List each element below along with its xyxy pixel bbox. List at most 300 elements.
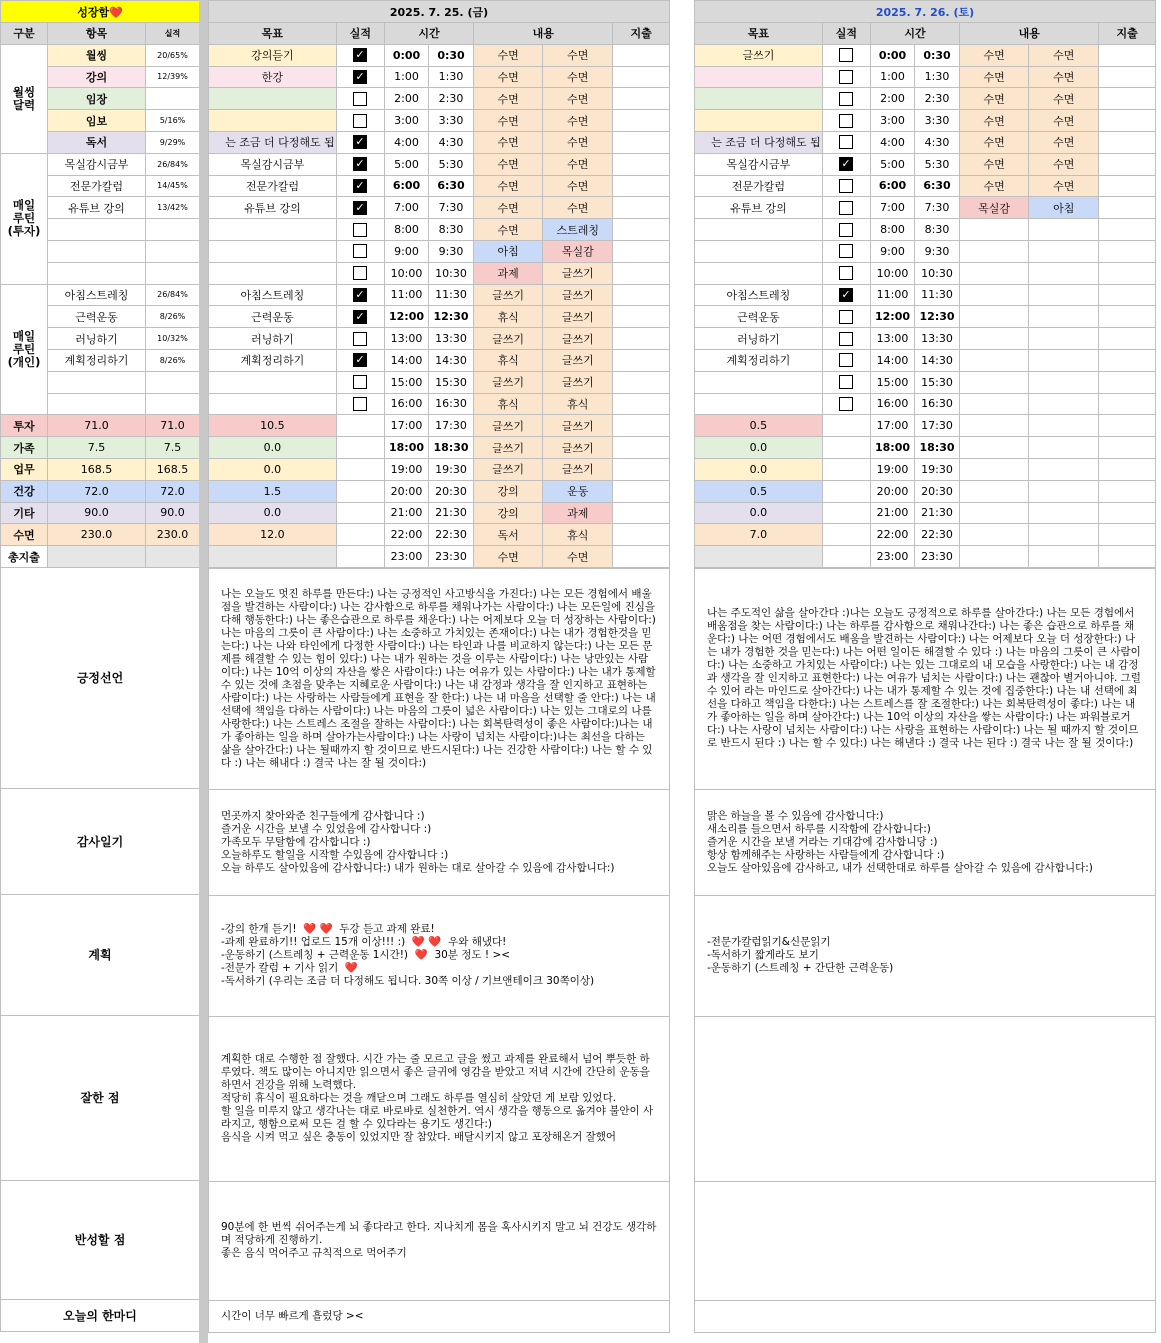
check-cell[interactable] <box>336 197 384 219</box>
goal-cell[interactable]: 글쓰기 <box>695 44 823 66</box>
check-cell[interactable] <box>822 328 870 350</box>
checkbox-icon[interactable] <box>353 288 367 302</box>
activity-cell[interactable]: 글쓰기 <box>474 284 543 306</box>
goal-cell[interactable]: 목실감시금부 <box>209 153 337 175</box>
expense-cell[interactable] <box>613 219 670 241</box>
activity-cell[interactable]: 휴식 <box>543 524 613 546</box>
check-cell[interactable] <box>336 110 384 132</box>
checkbox-icon[interactable] <box>353 375 367 389</box>
expense-cell[interactable] <box>613 524 670 546</box>
activity-cell[interactable]: 강의 <box>474 502 543 524</box>
checkbox-icon[interactable] <box>353 114 367 128</box>
checkbox-icon[interactable] <box>839 201 853 215</box>
checkbox-icon[interactable] <box>839 135 853 149</box>
activity-cell[interactable]: 수면 <box>543 131 613 153</box>
goal-cell[interactable]: 목실감시금부 <box>695 153 823 175</box>
activity-cell[interactable] <box>960 393 1029 415</box>
expense-cell[interactable] <box>613 153 670 175</box>
check-cell[interactable] <box>336 546 384 568</box>
checkbox-icon[interactable] <box>839 353 853 367</box>
checkbox-icon[interactable] <box>839 92 853 106</box>
goal-cell[interactable] <box>209 546 337 568</box>
activity-cell[interactable]: 수면 <box>474 131 543 153</box>
expense-cell[interactable] <box>613 415 670 437</box>
expense-cell[interactable] <box>1099 437 1156 459</box>
check-cell[interactable] <box>336 458 384 480</box>
goal-cell[interactable]: 1.5 <box>209 480 337 502</box>
time-half: 21:30 <box>915 502 960 524</box>
goal-cell[interactable]: 12.0 <box>209 524 337 546</box>
activity-cell[interactable] <box>1029 284 1099 306</box>
expense-cell[interactable] <box>613 546 670 568</box>
summary-item-name <box>48 262 146 284</box>
checkbox-icon[interactable] <box>353 223 367 237</box>
activity-cell[interactable] <box>1029 437 1099 459</box>
check-cell[interactable] <box>822 415 870 437</box>
checkbox-icon[interactable] <box>353 157 367 171</box>
check-cell[interactable] <box>822 306 870 328</box>
checkbox-icon[interactable] <box>839 244 853 258</box>
checkbox-icon[interactable] <box>353 201 367 215</box>
activity-cell[interactable]: 수면 <box>474 175 543 197</box>
goal-cell[interactable] <box>695 240 823 262</box>
checkbox-icon[interactable] <box>839 332 853 346</box>
time-half: 2:30 <box>429 88 474 110</box>
check-cell[interactable] <box>822 219 870 241</box>
goal-cell[interactable]: 아침스트레칭 <box>209 284 337 306</box>
activity-cell[interactable] <box>1029 480 1099 502</box>
activity-cell[interactable] <box>1029 306 1099 328</box>
activity-cell[interactable]: 수면 <box>960 44 1029 66</box>
expense-cell[interactable] <box>613 110 670 132</box>
goal-cell[interactable]: 0.0 <box>209 502 337 524</box>
checkbox-icon[interactable] <box>839 223 853 237</box>
activity-cell[interactable]: 수면 <box>543 66 613 88</box>
expense-cell[interactable] <box>1099 175 1156 197</box>
activity-cell[interactable] <box>960 524 1029 546</box>
check-cell[interactable] <box>336 153 384 175</box>
activity-cell[interactable]: 글쓰기 <box>543 262 613 284</box>
activity-cell[interactable]: 수면 <box>960 175 1029 197</box>
goal-cell[interactable] <box>209 371 337 393</box>
activity-cell[interactable] <box>1029 502 1099 524</box>
check-cell[interactable] <box>822 175 870 197</box>
expense-cell[interactable] <box>1099 306 1156 328</box>
activity-cell[interactable]: 과제 <box>543 502 613 524</box>
check-cell[interactable] <box>336 437 384 459</box>
activity-cell[interactable] <box>960 219 1029 241</box>
activity-cell[interactable]: 수면 <box>1029 44 1099 66</box>
plan-text[interactable]: -전문가칼럼읽기&신문읽기 -독서하기 짧게라도 보기 -운동하기 (스트레칭 + 간단한 근력운동) <box>695 895 1156 1016</box>
activity-cell[interactable]: 강의 <box>474 480 543 502</box>
check-cell[interactable] <box>336 502 384 524</box>
checkbox-icon[interactable] <box>839 310 853 324</box>
check-cell[interactable] <box>822 393 870 415</box>
affirm-text[interactable]: 나는 주도적인 삶을 살아간다 :)나는 오늘도 긍정적으로 하루를 살아간다:) 나는 모든 경험에서 배움점을 찾는 사람이다:) 나는 하루를 감사함으로 채워나간다:) 나는 좋은 습관으로 하루를 채운다:) 나는 어떤 경험에서도 배움을 발견하는 사람이다:) 나는 어제보다 오늘 더 성장한다:) 나는 내가 경험한 것을 믿는다:) 나는 어떤 일이든 해결할 수 있다 :) 나는 마음의 그릇이 큰 사람이다:) 나는 소중하고 가치있는 사람이다:) 나는 있는 그대로의 내 모습을 사랑한다:) 나는 내 감정과 생각을 잘 인지하고 표현한다:) 나는 여유가 넘치는 사람이다:) 나는 괜찮아 별거아니야. 그럴 수 있어 라는 마인드로 살아간다:) 나는 내가 통제할 수 있는 것에 집중한다:) 나는 내 선택에 최선을 다하고 책임을 다한다:) 나는 스트레스를 잘 조절한다:) 나는 회복탄력성이 좋다:) 나는 내가 좋아하는 일을 하며 살아간다:) 나는 10억 이상의 자산을 쌓는 사람이다:) 나는 파워블로거다:) 나는 사랑이 넘치는 사람이다:) 나는 사랑을 표현하는 사람이다:) 나는 될 때까지 할 것이므로 반드시 된다 :) 나는 할 수 있다:) 나는 해낸다 :) 결국 나는 된다 :) 결국 나는 잘 될 것이다:) <box>695 568 1156 789</box>
check-cell[interactable] <box>336 349 384 371</box>
check-cell[interactable] <box>336 284 384 306</box>
activity-cell[interactable] <box>960 546 1029 568</box>
expense-cell[interactable] <box>1099 240 1156 262</box>
expense-cell[interactable] <box>613 393 670 415</box>
summary-item-name: 임장 <box>48 88 146 110</box>
check-cell[interactable] <box>822 262 870 284</box>
time-half: 0:30 <box>915 44 960 66</box>
goal-cell[interactable] <box>209 110 337 132</box>
activity-cell[interactable] <box>1029 546 1099 568</box>
expense-cell[interactable] <box>613 328 670 350</box>
activity-cell[interactable]: 아침 <box>1029 197 1099 219</box>
expense-cell[interactable] <box>613 458 670 480</box>
goal-cell[interactable]: 유튜브 강의 <box>695 197 823 219</box>
expense-cell[interactable] <box>613 131 670 153</box>
activity-cell[interactable]: 수면 <box>474 110 543 132</box>
checkbox-icon[interactable] <box>353 70 367 84</box>
activity-cell[interactable]: 글쓰기 <box>543 415 613 437</box>
activity-cell[interactable]: 글쓰기 <box>543 328 613 350</box>
goal-cell[interactable]: 강의듣기 <box>209 44 337 66</box>
check-cell[interactable] <box>336 262 384 284</box>
total-value-b: 230.0 <box>146 524 200 546</box>
goal-cell[interactable] <box>209 88 337 110</box>
time-half: 1:30 <box>429 66 474 88</box>
activity-cell[interactable] <box>1029 262 1099 284</box>
activity-cell[interactable]: 수면 <box>960 88 1029 110</box>
activity-cell[interactable]: 수면 <box>474 88 543 110</box>
check-cell[interactable] <box>336 524 384 546</box>
activity-cell[interactable]: 글쓰기 <box>474 328 543 350</box>
activity-cell[interactable] <box>960 458 1029 480</box>
goal-cell[interactable]: 계획정리하기 <box>209 349 337 371</box>
expense-cell[interactable] <box>613 44 670 66</box>
activity-cell[interactable]: 아침 <box>474 240 543 262</box>
activity-cell[interactable]: 목실감 <box>543 240 613 262</box>
activity-cell[interactable]: 수면 <box>474 44 543 66</box>
expense-cell[interactable] <box>1099 262 1156 284</box>
goal-cell[interactable]: 전문가칼럼 <box>695 175 823 197</box>
check-cell[interactable] <box>336 415 384 437</box>
check-cell[interactable] <box>336 66 384 88</box>
checkbox-icon[interactable] <box>839 114 853 128</box>
checkbox-icon[interactable] <box>839 375 853 389</box>
activity-cell[interactable]: 목실감 <box>960 197 1029 219</box>
goal-cell[interactable] <box>209 262 337 284</box>
activity-cell[interactable]: 글쓰기 <box>474 415 543 437</box>
goal-cell[interactable]: 0.0 <box>695 458 823 480</box>
activity-cell[interactable]: 수면 <box>960 66 1029 88</box>
checkbox-icon[interactable] <box>353 179 367 193</box>
expense-cell[interactable] <box>1099 110 1156 132</box>
activity-cell[interactable] <box>960 240 1029 262</box>
checkbox-icon[interactable] <box>353 332 367 346</box>
activity-cell[interactable] <box>960 437 1029 459</box>
check-cell[interactable] <box>336 131 384 153</box>
expense-cell[interactable] <box>1099 480 1156 502</box>
expense-cell[interactable] <box>1099 524 1156 546</box>
activity-cell[interactable]: 수면 <box>543 44 613 66</box>
activity-cell[interactable]: 수면 <box>1029 66 1099 88</box>
activity-cell[interactable]: 휴식 <box>474 306 543 328</box>
expense-cell[interactable] <box>613 66 670 88</box>
time-start: 2:00 <box>385 88 429 110</box>
expense-cell[interactable] <box>1099 88 1156 110</box>
activity-cell[interactable]: 휴식 <box>474 393 543 415</box>
activity-cell[interactable]: 수면 <box>960 131 1029 153</box>
activity-cell[interactable]: 운동 <box>543 480 613 502</box>
activity-cell[interactable]: 수면 <box>960 110 1029 132</box>
oneword-text[interactable]: 시간이 너무 빠르게 흘렀당 >< <box>209 1300 670 1332</box>
summary-item-value: 14/45% <box>146 175 200 197</box>
check-cell[interactable] <box>822 371 870 393</box>
checkbox-icon[interactable] <box>353 48 367 62</box>
activity-cell[interactable]: 글쓰기 <box>543 284 613 306</box>
expense-cell[interactable] <box>1099 371 1156 393</box>
expense-cell[interactable] <box>1099 349 1156 371</box>
checkbox-icon[interactable] <box>353 353 367 367</box>
goal-cell[interactable]: 근력운동 <box>209 306 337 328</box>
activity-cell[interactable]: 글쓰기 <box>543 306 613 328</box>
activity-cell[interactable]: 수면 <box>474 153 543 175</box>
check-cell[interactable] <box>336 219 384 241</box>
activity-cell[interactable] <box>1029 524 1099 546</box>
check-cell[interactable] <box>822 546 870 568</box>
goal-cell[interactable]: 0.5 <box>695 480 823 502</box>
goal-cell[interactable] <box>695 393 823 415</box>
activity-cell[interactable] <box>960 349 1029 371</box>
check-cell[interactable] <box>336 88 384 110</box>
summary-item-value: 26/84% <box>146 153 200 175</box>
checkbox-icon[interactable] <box>353 397 367 411</box>
activity-cell[interactable] <box>960 306 1029 328</box>
goal-cell[interactable]: 아침스트레칭 <box>695 284 823 306</box>
good-text[interactable] <box>695 1016 1156 1181</box>
activity-cell[interactable]: 과제 <box>474 262 543 284</box>
goal-cell[interactable]: 7.0 <box>695 524 823 546</box>
goal-cell[interactable]: 러닝하기 <box>695 328 823 350</box>
activity-cell[interactable]: 글쓰기 <box>543 371 613 393</box>
check-cell[interactable] <box>822 284 870 306</box>
thanks-text[interactable]: 먼곳까지 찾아와준 친구들에게 감사합니다 :) 즐거운 시간을 보낼 수 있었음에 감사합니다 :) 가족모두 무탈함에 감사합니다 :) 오늘하루도 할일을 시작할 수있음에 감사합니다 :) 오늘 하루도 살아있음에 감사합니다:) 내가 원하는 대로 살아갈 수 있음에 감사합니다:) <box>209 789 670 895</box>
check-cell[interactable] <box>822 88 870 110</box>
activity-cell[interactable] <box>960 328 1029 350</box>
activity-cell[interactable]: 글쓰기 <box>543 458 613 480</box>
goal-cell[interactable]: 한강 <box>209 66 337 88</box>
checkbox-icon[interactable] <box>839 397 853 411</box>
oneword-text[interactable] <box>695 1300 1156 1332</box>
expense-cell[interactable] <box>613 480 670 502</box>
time-half: 12:30 <box>915 306 960 328</box>
activity-cell[interactable] <box>1029 240 1099 262</box>
activity-cell[interactable] <box>960 480 1029 502</box>
activity-cell[interactable]: 수면 <box>474 546 543 568</box>
expense-cell[interactable] <box>613 502 670 524</box>
goal-cell[interactable]: 는 조금 더 다정해도 됩 <box>695 131 823 153</box>
check-cell[interactable] <box>822 66 870 88</box>
goal-cell[interactable]: 10.5 <box>209 415 337 437</box>
expense-cell[interactable] <box>1099 219 1156 241</box>
activity-cell[interactable] <box>1029 349 1099 371</box>
activity-cell[interactable]: 수면 <box>543 175 613 197</box>
good-text[interactable]: 계획한 대로 수행한 점 잘했다. 시간 가는 줄 모르고 글을 썼고 과제를 완료해서 넘어 뿌듯한 하루였다. 책도 많이는 아니지만 읽으면서 좋은 글귀에 영감을 받았고 저녁 시간에 간단히 운동을 하면서 건강을 위해 노력했다. 적당히 휴식이 필요하다는 것을 깨닫으며 그래도 하루를 열심히 살았던 게 보람 있었다. 할 일을 미루지 않고 생각나는 대로 바로바로 실천한거. 역시 생각을 행동으로 옮겨야 불안이 사라지고, 행함으로써 모든 걸 할 수 있다라는 용기도 생긴다:) 음식을 시켜 먹고 싶은 충동이 있었지만 잘 참았다. 배달시키지 않고 포장해온거 잘했어 <box>209 1016 670 1181</box>
expense-cell[interactable] <box>613 349 670 371</box>
goal-cell[interactable] <box>695 219 823 241</box>
check-cell[interactable] <box>336 44 384 66</box>
plan-text[interactable]: -강의 한개 듣기! ❤️ ❤️ 두강 듣고 과제 완료! -과제 완료하기!! 업로드 15개 이상!!! :) ❤️ ❤️ 우와 해냈다! -운동하기 (스트레칭 + 근력운동 1시간!) ❤️ 30분 정도 ! >< -전문가 칼럼 + 기사 읽기 ❤️ -독서하기 (우리는 조금 더 다정해도 됩니다. 30쪽 이상 / 기브앤테이크 30쪽이상) <box>209 895 670 1016</box>
check-cell[interactable] <box>336 371 384 393</box>
activity-cell[interactable] <box>1029 458 1099 480</box>
checkbox-icon[interactable] <box>353 310 367 324</box>
activity-cell[interactable] <box>960 502 1029 524</box>
activity-cell[interactable]: 휴식 <box>543 393 613 415</box>
check-cell[interactable] <box>822 480 870 502</box>
checkbox-icon[interactable] <box>839 266 853 280</box>
expense-cell[interactable] <box>613 306 670 328</box>
expense-cell[interactable] <box>1099 44 1156 66</box>
activity-cell[interactable]: 휴식 <box>474 349 543 371</box>
goal-cell[interactable] <box>695 546 823 568</box>
check-cell[interactable] <box>822 131 870 153</box>
check-cell[interactable] <box>822 153 870 175</box>
check-cell[interactable] <box>822 502 870 524</box>
expense-cell[interactable] <box>1099 66 1156 88</box>
check-cell[interactable] <box>822 240 870 262</box>
goal-cell[interactable]: 0.5 <box>695 415 823 437</box>
activity-cell[interactable] <box>1029 415 1099 437</box>
goal-cell[interactable] <box>695 262 823 284</box>
goal-cell[interactable] <box>209 240 337 262</box>
activity-cell[interactable]: 수면 <box>474 219 543 241</box>
check-cell[interactable] <box>822 197 870 219</box>
check-cell[interactable] <box>822 349 870 371</box>
goal-cell[interactable]: 근력운동 <box>695 306 823 328</box>
expense-cell[interactable] <box>613 240 670 262</box>
expense-cell[interactable] <box>613 437 670 459</box>
activity-cell[interactable]: 수면 <box>1029 153 1099 175</box>
checkbox-icon[interactable] <box>353 244 367 258</box>
expense-cell[interactable] <box>613 88 670 110</box>
activity-cell[interactable]: 글쓰기 <box>543 437 613 459</box>
activity-cell[interactable]: 수면 <box>543 110 613 132</box>
expense-cell[interactable] <box>1099 546 1156 568</box>
expense-cell[interactable] <box>1099 197 1156 219</box>
expense-cell[interactable] <box>1099 502 1156 524</box>
activity-cell[interactable]: 수면 <box>960 153 1029 175</box>
activity-cell[interactable]: 글쓰기 <box>543 349 613 371</box>
time-start: 8:00 <box>385 219 429 241</box>
activity-cell[interactable] <box>960 262 1029 284</box>
activity-cell[interactable] <box>960 415 1029 437</box>
activity-cell[interactable] <box>1029 328 1099 350</box>
checkbox-icon[interactable] <box>353 92 367 106</box>
expense-cell[interactable] <box>613 175 670 197</box>
goal-cell[interactable] <box>695 371 823 393</box>
thanks-text[interactable]: 맑은 하늘을 볼 수 있음에 감사합니다:) 새소리를 들으면서 하루를 시작함에 감사합니다:) 즐거운 시간을 보낼 거라는 기대감에 감사합니당 :) 항상 함께해주는 사랑하는 사람들에게 감사합니다 :) 오늘도 살아있음에 감사하고, 내가 선택한대로 하루를 살아갈 수 있음에 감사합니다:) <box>695 789 1156 895</box>
activity-cell[interactable]: 수면 <box>543 546 613 568</box>
goal-cell[interactable]: 전문가칼럼 <box>209 175 337 197</box>
expense-cell[interactable] <box>613 284 670 306</box>
goal-cell[interactable]: 는 조금 더 다정해도 됩 <box>209 131 337 153</box>
activity-cell[interactable] <box>960 284 1029 306</box>
check-cell[interactable] <box>336 328 384 350</box>
activity-cell[interactable]: 스트레칭 <box>543 219 613 241</box>
goal-cell[interactable] <box>695 88 823 110</box>
checkbox-icon[interactable] <box>839 288 853 302</box>
checkbox-icon[interactable] <box>353 135 367 149</box>
expense-cell[interactable] <box>1099 458 1156 480</box>
expense-cell[interactable] <box>613 262 670 284</box>
check-cell[interactable] <box>822 44 870 66</box>
activity-cell[interactable]: 독서 <box>474 524 543 546</box>
checkbox-icon[interactable] <box>839 48 853 62</box>
expense-cell[interactable] <box>1099 284 1156 306</box>
check-cell[interactable] <box>336 480 384 502</box>
activity-cell[interactable] <box>960 371 1029 393</box>
activity-cell[interactable] <box>1029 219 1099 241</box>
activity-cell[interactable]: 수면 <box>1029 110 1099 132</box>
goal-cell[interactable]: 러닝하기 <box>209 328 337 350</box>
checkbox-icon[interactable] <box>839 70 853 84</box>
goal-cell[interactable]: 계획정리하기 <box>695 349 823 371</box>
activity-cell[interactable] <box>1029 371 1099 393</box>
expense-cell[interactable] <box>1099 415 1156 437</box>
goal-cell[interactable]: 0.0 <box>695 502 823 524</box>
activity-cell[interactable]: 수면 <box>543 153 613 175</box>
reflect-text[interactable]: 90분에 한 번씩 쉬어주는게 뇌 좋다라고 한다. 지나치게 몸을 혹사시키지 말고 뇌 건강도 생각하며 적당하게 진행하기. 좋은 음식 먹어주고 규칙적으로 먹어주기 <box>209 1181 670 1300</box>
goal-cell[interactable]: 유튜브 강의 <box>209 197 337 219</box>
check-cell[interactable] <box>336 240 384 262</box>
expense-cell[interactable] <box>1099 131 1156 153</box>
affirm-text[interactable]: 나는 오늘도 멋진 하루를 만든다:) 나는 긍정적인 사고방식을 가진다:) 나는 모든 경험에서 배울점을 발견하는 사람이다:) 나는 감사함으로 하루를 채워나가는 사람이다:) 나는 모든일에 진심을 다해 행동한다:) 나는 좋은습관으로 하루를 채운다:) 나는 어제보다 오늘 더 성장하는 사람이다:) 나는 마음의 그릇이 큰 사람이다:) 나는 소중하고 가치있는 존재이다:) 나는 내가 경험한것을 믿는다:) 나는 나와 타인에게 다정한 사람이다:) 나는 타인과 나를 비교하지 않는다:) 나는 모든 문제를 해결할 수 있는 힘이 있다:) 나는 내가 원하는 것을 이루는 사람이다:) 나는 낭만있는 사람이다:) 나는 10억 이상의 자산을 쌓은 사람이다:) 나는 여유가 있는 사람이다:) 나는 내가 통제할 수 있는 것에 초점을 맞추는 지혜로운 사람이다:) 나는 내 감정과 생각을 잘 인지하고 표현하는 사람이다:) 나는 사랑하는 사람들에게 표현을 잘 한다:) 나는 내 마음을 선택할 줄 안다:) 나는 내 선택에 책임을 다하는 사람이다:) 나는 마음의 그릇이 넓은 사람이다:) 나는 있는 그대로의 나를 사랑한다:) 나는 스트레스 조절을 잘하는 사람이다:) 나는 회복탄력성이 좋은 사람이다:)나는 내가 좋아하는 일을 하며 살아가는사람이다:) 나는 사랑이 넘치는 사람이다:)나는 최선을 다하는 삶을 살아간다:) 나는 될때까지 할 것이므로 반드시된다:) 나는 건강한 사람이다:) 나는 할 수 있다 :) 나는 해내다 :) 결국 나는 잘 될 것이다:) <box>209 568 670 789</box>
goal-cell[interactable] <box>695 66 823 88</box>
expense-cell[interactable] <box>1099 328 1156 350</box>
activity-cell[interactable]: 수면 <box>474 197 543 219</box>
expense-cell[interactable] <box>613 371 670 393</box>
activity-cell[interactable]: 글쓰기 <box>474 437 543 459</box>
goal-cell[interactable] <box>695 110 823 132</box>
check-cell[interactable] <box>822 437 870 459</box>
activity-cell[interactable]: 수면 <box>1029 131 1099 153</box>
check-cell[interactable] <box>822 524 870 546</box>
check-cell[interactable] <box>336 306 384 328</box>
goal-cell[interactable] <box>209 393 337 415</box>
activity-cell[interactable]: 글쓰기 <box>474 371 543 393</box>
activity-cell[interactable]: 수면 <box>1029 88 1099 110</box>
activity-cell[interactable]: 글쓰기 <box>474 458 543 480</box>
check-cell[interactable] <box>822 110 870 132</box>
goal-cell[interactable]: 0.0 <box>695 437 823 459</box>
expense-cell[interactable] <box>1099 393 1156 415</box>
goal-cell[interactable] <box>209 219 337 241</box>
check-cell[interactable] <box>822 458 870 480</box>
activity-cell[interactable]: 수면 <box>474 66 543 88</box>
checkbox-icon[interactable] <box>839 157 853 171</box>
checkbox-icon[interactable] <box>839 179 853 193</box>
total-value-a: 90.0 <box>48 502 146 524</box>
time-half: 16:30 <box>915 393 960 415</box>
expense-cell[interactable] <box>1099 153 1156 175</box>
reflect-text[interactable] <box>695 1181 1156 1300</box>
activity-cell[interactable] <box>1029 393 1099 415</box>
checkbox-icon[interactable] <box>353 266 367 280</box>
goal-cell[interactable]: 0.0 <box>209 458 337 480</box>
activity-cell[interactable]: 수면 <box>543 197 613 219</box>
check-cell[interactable] <box>336 175 384 197</box>
activity-cell[interactable]: 수면 <box>543 88 613 110</box>
goal-cell[interactable]: 0.0 <box>209 437 337 459</box>
activity-cell[interactable]: 수면 <box>1029 175 1099 197</box>
check-cell[interactable] <box>336 393 384 415</box>
expense-cell[interactable] <box>613 197 670 219</box>
